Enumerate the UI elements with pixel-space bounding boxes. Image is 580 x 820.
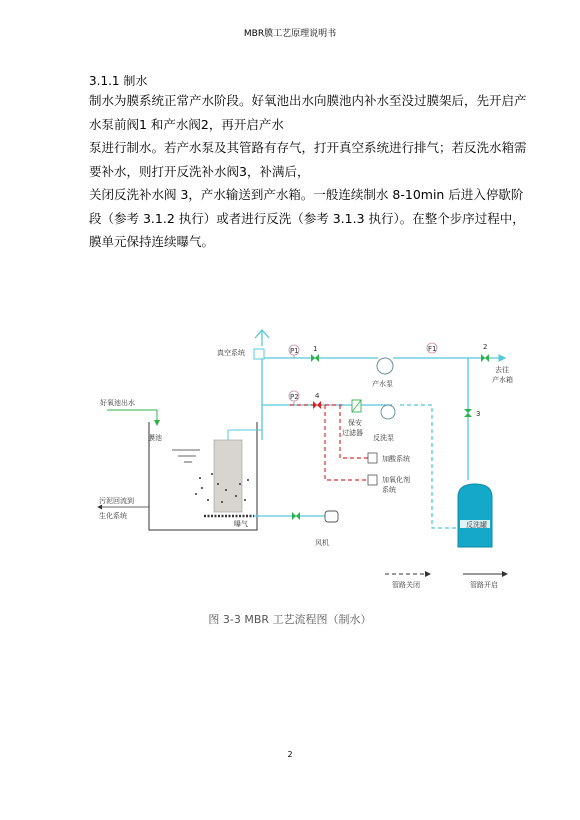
legend-open-label: 管路开启 bbox=[470, 581, 498, 589]
paragraph-line: 水泵前阀1 和产水阀2，再开启产水 bbox=[89, 116, 284, 132]
legend bbox=[385, 574, 507, 589]
safety-filter-label-2: 过滤器 bbox=[342, 429, 363, 437]
page-number: 2 bbox=[287, 750, 293, 759]
valve-1-label: 1 bbox=[313, 345, 318, 353]
aeration-valve bbox=[292, 512, 300, 520]
product-pump-icon bbox=[372, 358, 393, 388]
legend-closed-label: 管路关闭 bbox=[392, 581, 420, 589]
valve-3-label: 3 bbox=[476, 410, 481, 418]
paragraph-line: 膜单元保持连续曝气。 bbox=[89, 234, 215, 249]
sludge-return-label-2: 生化系统 bbox=[99, 512, 127, 520]
to-product-tank-label-2: 产水箱 bbox=[492, 376, 513, 384]
paragraph-line: 制水为膜系统正常产水阶段。好氧池出水向膜池内补水至没过膜架后，先开启产 bbox=[89, 93, 527, 108]
paragraph-line: 段（参考 3.1.2 执行）或者进行反洗（参考 3.1.3 执行）。在整个步序过程中， bbox=[89, 210, 525, 226]
sludge-return-label-1: 污泥回流到 bbox=[99, 497, 134, 505]
p2-label: P2 bbox=[290, 393, 299, 401]
paragraph-line: 泵进行制水。若产水泵及其管路有存气，打开真空系统进行排气；若反洗水箱需 bbox=[89, 140, 527, 155]
section-heading: 3.1.1 制水 bbox=[89, 74, 148, 88]
oxidant-system-label-1: 加氧化剂 bbox=[382, 476, 410, 484]
paragraph-line: 要补水，则打开反洗补水阀3，补满后， bbox=[89, 163, 310, 179]
p1-label: P1 bbox=[290, 347, 299, 355]
aeration-label: 曝气 bbox=[234, 520, 248, 528]
pressure-gauge-p1 bbox=[289, 345, 299, 358]
backwash-tank-label: 反洗罐 bbox=[466, 521, 487, 529]
vacuum-system-label: 真空系统 bbox=[217, 349, 245, 357]
aerobic-outflow-label: 好氧池出水 bbox=[100, 399, 135, 407]
page-header: MBR膜工艺原理说明书 bbox=[243, 29, 337, 39]
safety-filter-label-1: 保安 bbox=[348, 419, 362, 427]
valve-3 bbox=[464, 409, 480, 418]
valve-2 bbox=[481, 343, 489, 362]
figure-caption: 图 3-3 MBR 工艺流程图（制水） bbox=[208, 613, 372, 626]
oxidant-system-label-2: 系统 bbox=[382, 486, 396, 494]
membrane-tank bbox=[148, 422, 262, 530]
acid-dosing-icon bbox=[368, 453, 410, 463]
pressure-gauge-p2 bbox=[289, 391, 299, 405]
flowmeter-f1 bbox=[427, 343, 437, 353]
blower-icon bbox=[325, 511, 338, 522]
membrane-module bbox=[214, 440, 242, 512]
backwash-tank-icon bbox=[458, 484, 492, 547]
membrane-tank-label: 膜池 bbox=[148, 434, 162, 442]
to-product-tank-label-1: 去往 bbox=[495, 366, 509, 374]
vacuum-system-box bbox=[254, 349, 264, 359]
paragraph-line: 关闭反洗补水阀 3，产水输送到产水箱。一般连续制水 8-10min 后进入停歇阶 bbox=[89, 187, 524, 202]
oxidant-dosing-icon bbox=[368, 475, 410, 494]
valve-4-label: 4 bbox=[315, 392, 320, 400]
closed-backwash-pipes bbox=[290, 405, 368, 480]
product-pump-label: 产水泵 bbox=[372, 380, 393, 388]
valve-2-label: 2 bbox=[483, 343, 488, 351]
backwash-pump-icon bbox=[373, 405, 395, 442]
valve-1 bbox=[311, 345, 319, 362]
blower-label: 风机 bbox=[315, 539, 329, 547]
backwash-pump-label: 反洗泵 bbox=[373, 434, 394, 442]
valve-4 bbox=[313, 392, 321, 409]
acid-system-label: 加酸系统 bbox=[382, 455, 410, 463]
f1-label: F1 bbox=[428, 345, 437, 353]
